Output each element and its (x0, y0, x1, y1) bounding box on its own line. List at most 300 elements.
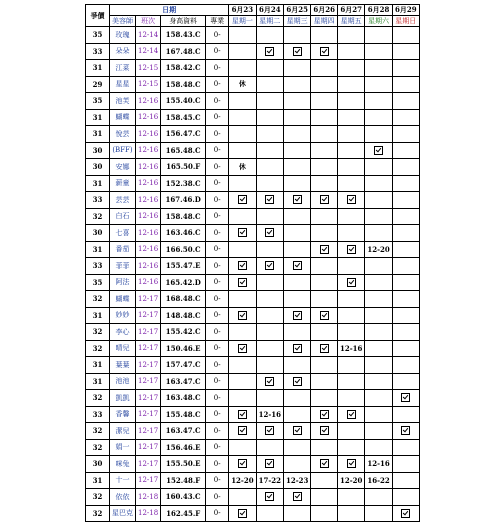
day-cell (256, 76, 283, 93)
score-cell: 33 (86, 192, 110, 209)
day-cell (392, 142, 419, 159)
name-cell: 番茄 (110, 241, 136, 258)
checkbox-checked-icon (293, 311, 302, 320)
checkbox-checked-icon (265, 426, 274, 435)
day-cell (365, 43, 392, 60)
day-cell-checked (229, 225, 256, 242)
score-cell: 29 (86, 76, 110, 93)
day-cell (311, 274, 338, 291)
day-cell (283, 93, 310, 110)
score-cell: 31 (86, 373, 110, 390)
day-cell (311, 175, 338, 192)
day-cell (365, 307, 392, 324)
table-row (86, 60, 420, 77)
exam-cell: 0- (206, 456, 229, 473)
table-row (86, 225, 420, 242)
day-cell (392, 109, 419, 126)
name-cell: 蝴蝶 (110, 291, 136, 308)
day-cell (365, 175, 392, 192)
checkbox-checked-icon (347, 410, 356, 419)
checkbox-checked-icon (238, 509, 247, 518)
day-cell (365, 505, 392, 522)
day-cell (311, 291, 338, 308)
day-cell (229, 60, 256, 77)
checkbox-checked-icon (265, 47, 274, 56)
exam-cell: 0- (206, 505, 229, 522)
profile-cell: 157.47.C (161, 357, 206, 374)
weekday-header: 星期四 (311, 16, 338, 27)
day-cell (365, 423, 392, 440)
checkbox-checked-icon (238, 228, 247, 237)
day-cell-checked (256, 373, 283, 390)
day-cell (283, 505, 310, 522)
exam-cell: 0- (206, 126, 229, 143)
day-cell (311, 472, 338, 489)
score-cell: 31 (86, 307, 110, 324)
day-cell (365, 406, 392, 423)
day-cell (229, 27, 256, 44)
day-cell-checked (229, 340, 256, 357)
checkbox-checked-icon (347, 245, 356, 254)
weekday-header-saturday: 星期六 (365, 16, 392, 27)
shift-cell: 12-16 (136, 208, 161, 225)
exam-cell: 0- (206, 27, 229, 44)
name-cell: 娟一 (110, 439, 136, 456)
table-row (86, 93, 420, 110)
weekday-header: 星期三 (283, 16, 310, 27)
name-cell: 潔兒 (110, 423, 136, 440)
name-cell: 芸芸 (110, 192, 136, 209)
date-header: 6月25 (283, 5, 310, 16)
day-cell (311, 373, 338, 390)
day-cell-checked (311, 406, 338, 423)
checkbox-checked-icon (320, 245, 329, 254)
day-cell (392, 340, 419, 357)
name-cell: 朵朵 (110, 43, 136, 60)
score-cell: 30 (86, 159, 110, 176)
shift-cell: 12-16 (136, 192, 161, 209)
exam-cell: 0- (206, 489, 229, 506)
day-cell (311, 109, 338, 126)
day-cell (256, 175, 283, 192)
day-cell (392, 126, 419, 143)
day-cell (365, 126, 392, 143)
table-row (86, 307, 420, 324)
day-cell (229, 93, 256, 110)
day-cell (392, 291, 419, 308)
shift-cell: 12-16 (136, 258, 161, 275)
checkbox-checked-icon (320, 47, 329, 56)
checkbox-checked-icon (293, 492, 302, 501)
day-cell (392, 456, 419, 473)
date-header: 6月27 (337, 5, 364, 16)
weekday-header-sunday: 星期日 (392, 16, 419, 27)
profile-cell: 158.42.C (161, 60, 206, 77)
checkbox-checked-icon (265, 459, 274, 468)
day-cell (365, 489, 392, 506)
day-cell-checked (256, 456, 283, 473)
day-cell (365, 258, 392, 275)
profile-cell: 155.48.C (161, 406, 206, 423)
day-cell (337, 126, 364, 143)
day-cell: 12-20 (229, 472, 256, 489)
day-cell (365, 373, 392, 390)
day-cell (337, 76, 364, 93)
profile-cell: 165.42.D (161, 274, 206, 291)
checkbox-checked-icon (238, 410, 247, 419)
day-cell (392, 93, 419, 110)
profile-cell: 152.48.F (161, 472, 206, 489)
table-row (86, 324, 420, 341)
day-cell (337, 357, 364, 374)
day-cell (311, 505, 338, 522)
checkbox-checked-icon (238, 459, 247, 468)
checkbox-checked-icon (265, 377, 274, 386)
day-cell (337, 109, 364, 126)
score-cell: 35 (86, 93, 110, 110)
shift-cell: 12-17 (136, 291, 161, 308)
day-cell (229, 109, 256, 126)
checkbox-checked-icon (401, 509, 410, 518)
day-cell-checked (229, 192, 256, 209)
profile-cell: 165.50.F (161, 159, 206, 176)
score-cell: 32 (86, 505, 110, 522)
day-cell (283, 456, 310, 473)
day-cell (256, 208, 283, 225)
shift-header: 班次 (136, 16, 161, 27)
day-cell (311, 126, 338, 143)
profile-cell: 156.47.C (161, 126, 206, 143)
day-cell (337, 159, 364, 176)
day-cell (392, 60, 419, 77)
day-cell (283, 406, 310, 423)
day-cell (337, 258, 364, 275)
table-row (86, 159, 420, 176)
table-row (86, 291, 420, 308)
day-cell (283, 142, 310, 159)
name-cell: 星巴克 (110, 505, 136, 522)
name-cell: 江菜 (110, 60, 136, 77)
table-row (86, 43, 420, 60)
checkbox-checked-icon (238, 344, 247, 353)
day-cell (392, 241, 419, 258)
day-cell (337, 423, 364, 440)
day-cell-checked (229, 423, 256, 440)
day-cell (283, 357, 310, 374)
day-cell (283, 291, 310, 308)
checkbox-checked-icon (347, 278, 356, 287)
day-cell-checked (256, 43, 283, 60)
shift-cell: 12-16 (136, 109, 161, 126)
score-cell: 32 (86, 423, 110, 440)
day-cell (337, 93, 364, 110)
name-cell: 凱凱 (110, 390, 136, 407)
score-cell: 31 (86, 60, 110, 77)
day-cell (365, 324, 392, 341)
day-cell (229, 357, 256, 374)
day-cell (283, 76, 310, 93)
score-cell: 32 (86, 489, 110, 506)
table-row (86, 357, 420, 374)
profile-cell: 163.47.C (161, 373, 206, 390)
checkbox-checked-icon (265, 492, 274, 501)
day-cell (283, 159, 310, 176)
day-cell: 12-16 (256, 406, 283, 423)
header-row-columns (86, 16, 420, 27)
day-cell (311, 159, 338, 176)
exam-cell: 0- (206, 225, 229, 242)
name-cell: 薪童 (110, 175, 136, 192)
name-cell: 玫瑰 (110, 27, 136, 44)
day-cell-checked (283, 258, 310, 275)
profile-cell: 163.48.C (161, 390, 206, 407)
table-row (86, 192, 420, 209)
profile-cell: 168.48.C (161, 291, 206, 308)
day-cell (392, 175, 419, 192)
day-cell (365, 109, 392, 126)
day-cell (392, 373, 419, 390)
table-row (86, 208, 420, 225)
day-cell (229, 175, 256, 192)
day-cell-checked (256, 192, 283, 209)
score-cell: 33 (86, 258, 110, 275)
day-cell-checked (283, 340, 310, 357)
date-label-header: 日期 (110, 5, 229, 16)
day-cell (337, 324, 364, 341)
day-cell (392, 274, 419, 291)
table-row (86, 439, 420, 456)
shift-cell: 12-17 (136, 324, 161, 341)
shift-cell: 12-18 (136, 505, 161, 522)
profile-cell: 155.40.C (161, 93, 206, 110)
day-cell (337, 439, 364, 456)
profile-cell: 165.48.C (161, 142, 206, 159)
exam-cell: 0- (206, 159, 229, 176)
day-cell (256, 274, 283, 291)
day-cell-checked (283, 423, 310, 440)
day-cell: 12-20 (365, 241, 392, 258)
profile-cell: 158.43.C (161, 27, 206, 44)
score-cell: 32 (86, 340, 110, 357)
checkbox-checked-icon (320, 459, 329, 468)
day-cell (256, 307, 283, 324)
exam-cell: 0- (206, 340, 229, 357)
day-cell (311, 208, 338, 225)
day-cell (365, 274, 392, 291)
day-cell-checked (283, 192, 310, 209)
exam-cell: 0- (206, 76, 229, 93)
day-cell-checked (256, 258, 283, 275)
checkbox-checked-icon (238, 261, 247, 270)
day-cell-checked (256, 423, 283, 440)
day-cell: 12-16 (337, 340, 364, 357)
profile-cell: 150.46.E (161, 340, 206, 357)
profile-cell: 158.48.C (161, 208, 206, 225)
name-cell: 菲菲 (110, 258, 136, 275)
score-cell: 31 (86, 109, 110, 126)
day-cell (256, 357, 283, 374)
checkbox-checked-icon (320, 195, 329, 204)
shift-cell: 12-16 (136, 225, 161, 242)
day-cell: 16-22 (365, 472, 392, 489)
shift-cell: 12-16 (136, 126, 161, 143)
day-cell (392, 208, 419, 225)
profile-cell: 148.48.C (161, 307, 206, 324)
day-cell (256, 93, 283, 110)
score-cell: 32 (86, 208, 110, 225)
profile-cell: 155.50.E (161, 456, 206, 473)
schedule-rows (86, 27, 420, 522)
day-cell (283, 390, 310, 407)
day-cell (392, 324, 419, 341)
name-cell: 咪兔 (110, 456, 136, 473)
day-cell-checked (229, 258, 256, 275)
name-cell: 悅芸 (110, 126, 136, 143)
checkbox-checked-icon (320, 311, 329, 320)
day-cell (256, 241, 283, 258)
day-cell (337, 175, 364, 192)
day-cell-checked (283, 373, 310, 390)
day-cell: 12-16 (365, 456, 392, 473)
day-cell (256, 109, 283, 126)
day-cell (283, 324, 310, 341)
checkbox-checked-icon (238, 311, 247, 320)
day-cell-checked (229, 307, 256, 324)
day-cell (311, 489, 338, 506)
shift-cell: 12-18 (136, 489, 161, 506)
checkbox-checked-icon (347, 195, 356, 204)
day-cell: 12-20 (337, 472, 364, 489)
profile-cell: 167.46.D (161, 192, 206, 209)
table-row (86, 472, 420, 489)
profile-cell: 163.47.C (161, 423, 206, 440)
name-cell: 十一 (110, 472, 136, 489)
day-cell (392, 43, 419, 60)
day-cell (283, 274, 310, 291)
score-cell: 32 (86, 324, 110, 341)
name-cell: 妙妙 (110, 307, 136, 324)
day-cell (392, 225, 419, 242)
profile-cell: 166.50.C (161, 241, 206, 258)
day-cell (365, 390, 392, 407)
profile-header: 身高資料 (161, 16, 206, 27)
checkbox-checked-icon (320, 344, 329, 353)
name-cell: 白石 (110, 208, 136, 225)
table-row (86, 390, 420, 407)
exam-cell: 0- (206, 423, 229, 440)
day-cell (283, 241, 310, 258)
table-row (86, 175, 420, 192)
profile-cell: 155.47.E (161, 258, 206, 275)
day-cell (283, 175, 310, 192)
shift-cell: 12-16 (136, 142, 161, 159)
day-cell (392, 192, 419, 209)
checkbox-checked-icon (293, 344, 302, 353)
day-cell (365, 76, 392, 93)
exam-cell: 0- (206, 307, 229, 324)
day-cell (229, 241, 256, 258)
day-cell (392, 159, 419, 176)
shift-cell: 12-16 (136, 241, 161, 258)
exam-cell: 0- (206, 208, 229, 225)
day-cell (392, 357, 419, 374)
shift-cell: 12-16 (136, 93, 161, 110)
day-cell (229, 126, 256, 143)
day-cell (365, 192, 392, 209)
day-cell (365, 225, 392, 242)
table-row (86, 274, 420, 291)
date-header: 6月24 (256, 5, 283, 16)
checkbox-checked-icon (293, 195, 302, 204)
shift-cell: 12-17 (136, 357, 161, 374)
shift-cell: 12-17 (136, 373, 161, 390)
score-cell: 31 (86, 357, 110, 374)
day-cell-checked (256, 225, 283, 242)
table-row (86, 340, 420, 357)
date-header: 6月28 (365, 5, 392, 16)
checkbox-checked-icon (265, 261, 274, 270)
name-cell: 香馨 (110, 406, 136, 423)
checkbox-checked-icon (238, 278, 247, 287)
day-cell-checked (365, 142, 392, 159)
day-cell (283, 126, 310, 143)
day-cell (337, 60, 364, 77)
day-cell (311, 60, 338, 77)
exam-cell: 0- (206, 175, 229, 192)
day-cell (365, 27, 392, 44)
score-cell: 30 (86, 225, 110, 242)
schedule-table (85, 4, 420, 522)
checkbox-checked-icon (293, 426, 302, 435)
score-cell: 32 (86, 291, 110, 308)
score-cell: 30 (86, 142, 110, 159)
profile-cell: 162.45.F (161, 505, 206, 522)
date-header: 6月26 (311, 5, 338, 16)
day-cell (392, 76, 419, 93)
day-cell (311, 258, 338, 275)
exam-cell: 0- (206, 472, 229, 489)
day-cell (229, 291, 256, 308)
day-cell-checked (311, 43, 338, 60)
day-cell (311, 439, 338, 456)
score-cell: 33 (86, 43, 110, 60)
table-row (86, 406, 420, 423)
score-cell: 31 (86, 126, 110, 143)
name-cell: 依依 (110, 489, 136, 506)
day-cell (229, 439, 256, 456)
table-row (86, 489, 420, 506)
name-cell: 李心 (110, 324, 136, 341)
day-cell-checked (392, 423, 419, 440)
day-cell (365, 60, 392, 77)
profile-cell: 163.46.C (161, 225, 206, 242)
score-cell: 35 (86, 27, 110, 44)
day-cell-checked (337, 274, 364, 291)
day-cell (283, 208, 310, 225)
exam-cell: 0- (206, 241, 229, 258)
shift-cell: 12-17 (136, 456, 161, 473)
name-cell: 蝴蝶 (110, 109, 136, 126)
exam-cell: 0- (206, 357, 229, 374)
day-cell-checked (229, 456, 256, 473)
table-row (86, 456, 420, 473)
day-cell (311, 225, 338, 242)
day-cell (365, 159, 392, 176)
day-cell: 休 (229, 159, 256, 176)
day-cell (365, 291, 392, 308)
exam-cell: 0- (206, 324, 229, 341)
name-cell: 阿法 (110, 274, 136, 291)
